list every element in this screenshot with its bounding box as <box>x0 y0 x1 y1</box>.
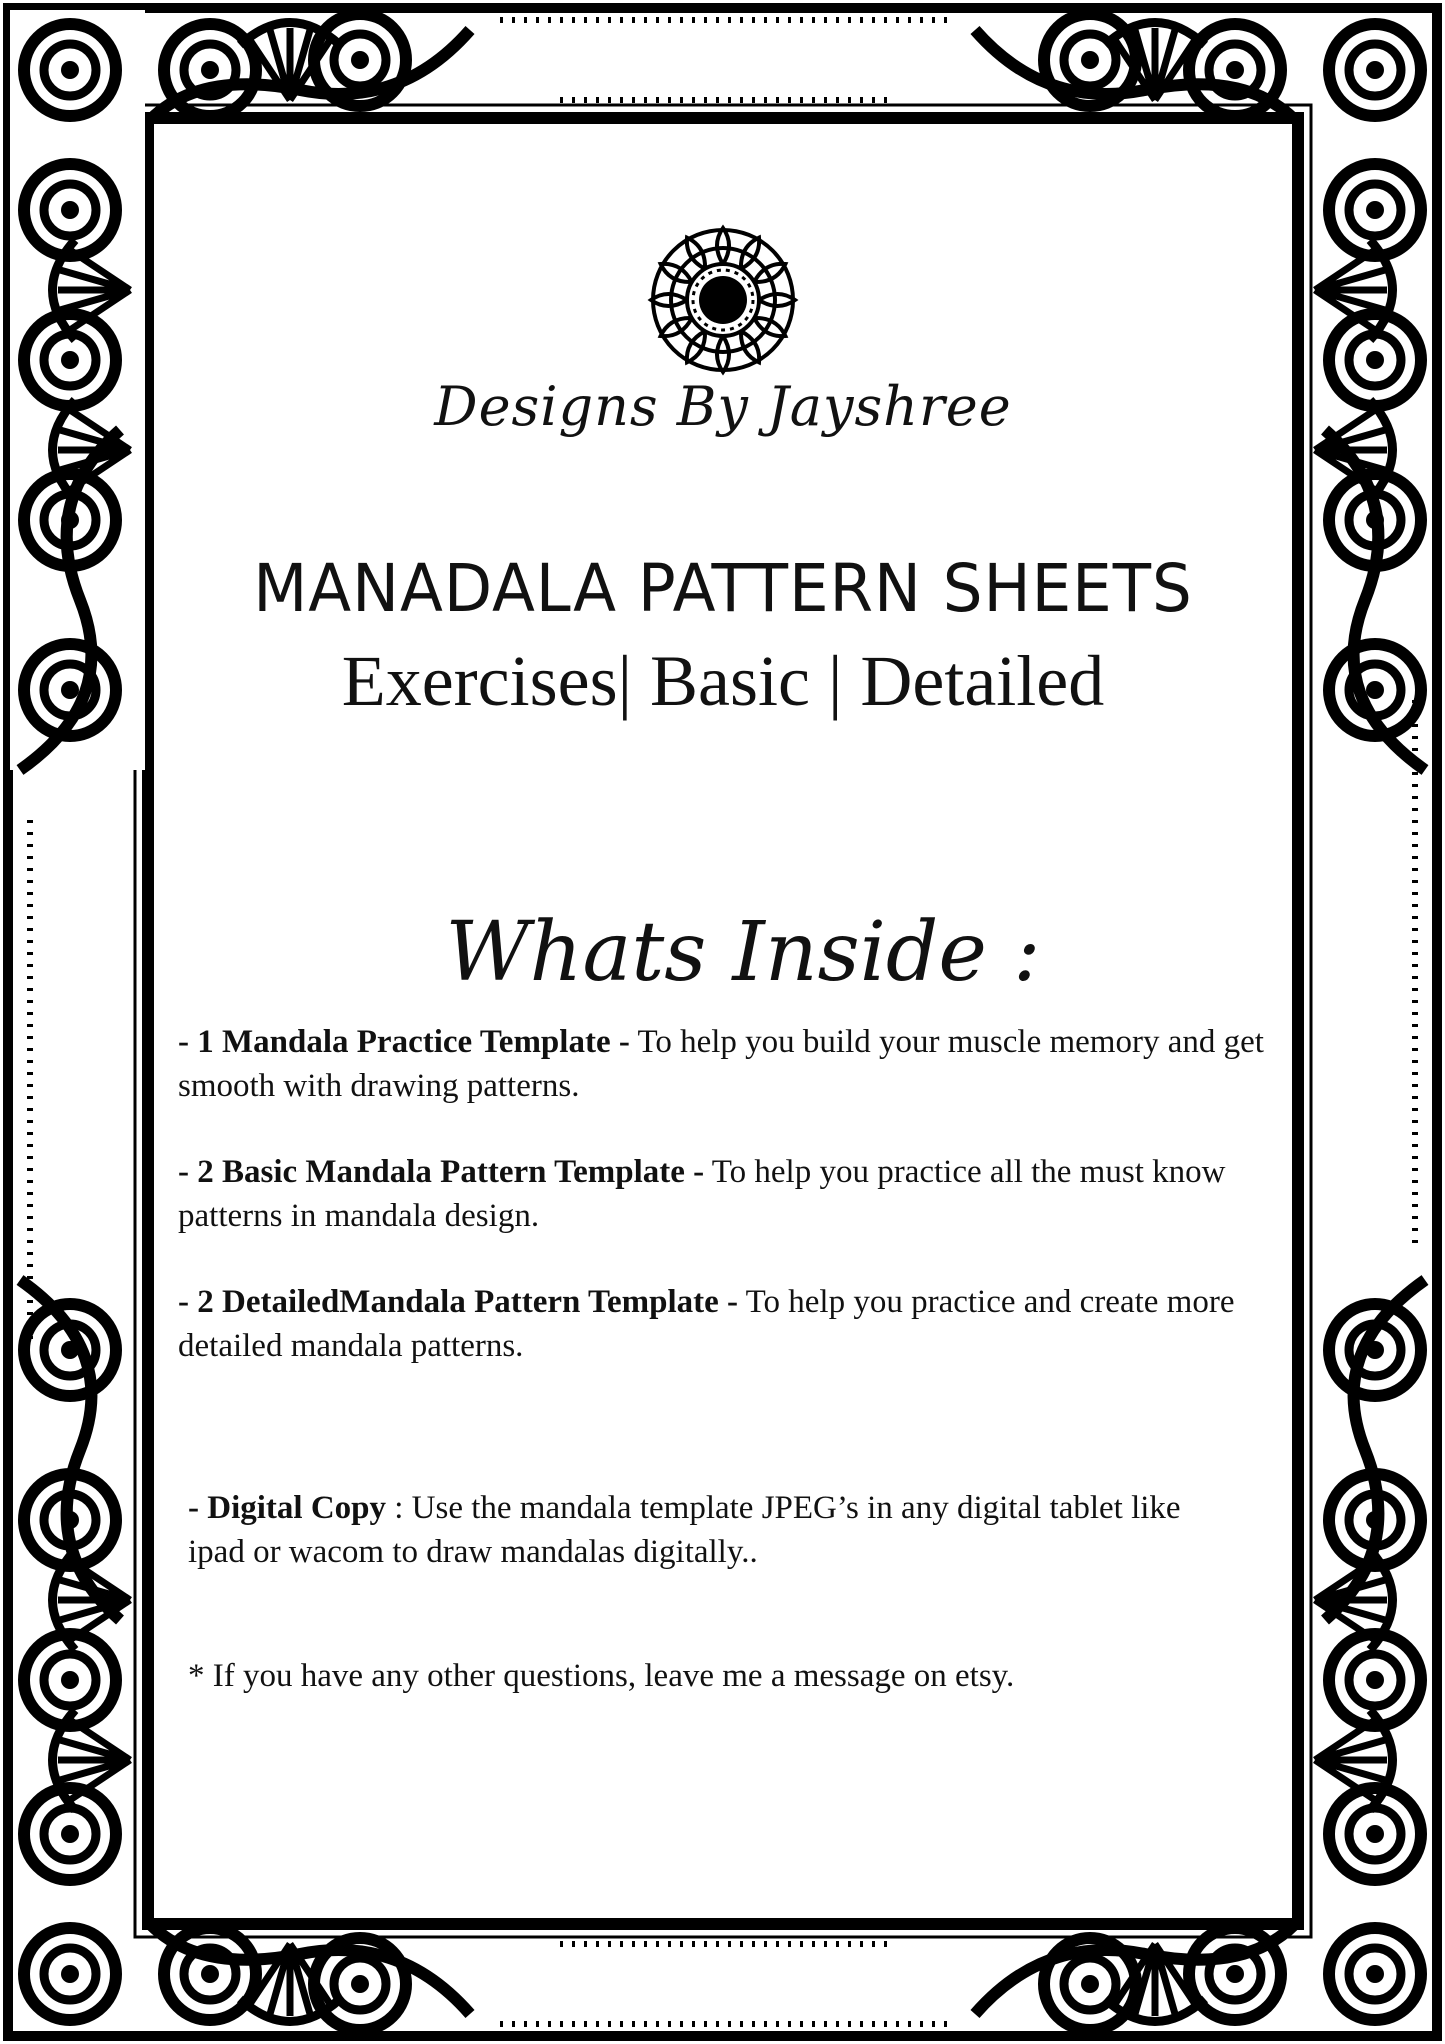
item-description: : Use the mandala template JPEG’s in any digital tablet like ipad or wacom to draw mandalas digitally.. <box>188 1490 1181 1570</box>
list-item <box>178 1150 1268 1238</box>
item-description: To help you practice and create more detailed mandala patterns. <box>178 1284 1235 1364</box>
item-title: - 2 DetailedMandala Pattern Template - <box>178 1284 739 1320</box>
mandala-logo-icon <box>643 220 803 380</box>
item-title: - 1 Mandala Practice Template - <box>178 1024 630 1060</box>
list-item <box>188 1486 1228 1574</box>
page-subtitle: Exercises| Basic | Detailed <box>341 641 1105 721</box>
item-description: To help you practice all the must know patterns in mandala design. <box>178 1154 1226 1234</box>
page-title: MANADALA PATTERN SHEETS <box>253 550 1193 627</box>
item-title: - 2 Basic Mandala Pattern Template - <box>178 1154 705 1190</box>
item-title: - Digital Copy <box>188 1490 386 1526</box>
item-description: To help you build your muscle memory and get smooth with drawing patterns. <box>178 1024 1264 1104</box>
list-item <box>178 1020 1268 1108</box>
list-item <box>178 1280 1268 1368</box>
whats-inside-heading: Whats Inside : <box>445 905 1041 1000</box>
logo <box>150 220 1296 384</box>
brand-name: Designs By Jayshree <box>434 375 1012 438</box>
document-panel <box>150 120 1296 1922</box>
footnote: * If you have any other questions, leave me a message on etsy. <box>188 1658 1015 1694</box>
